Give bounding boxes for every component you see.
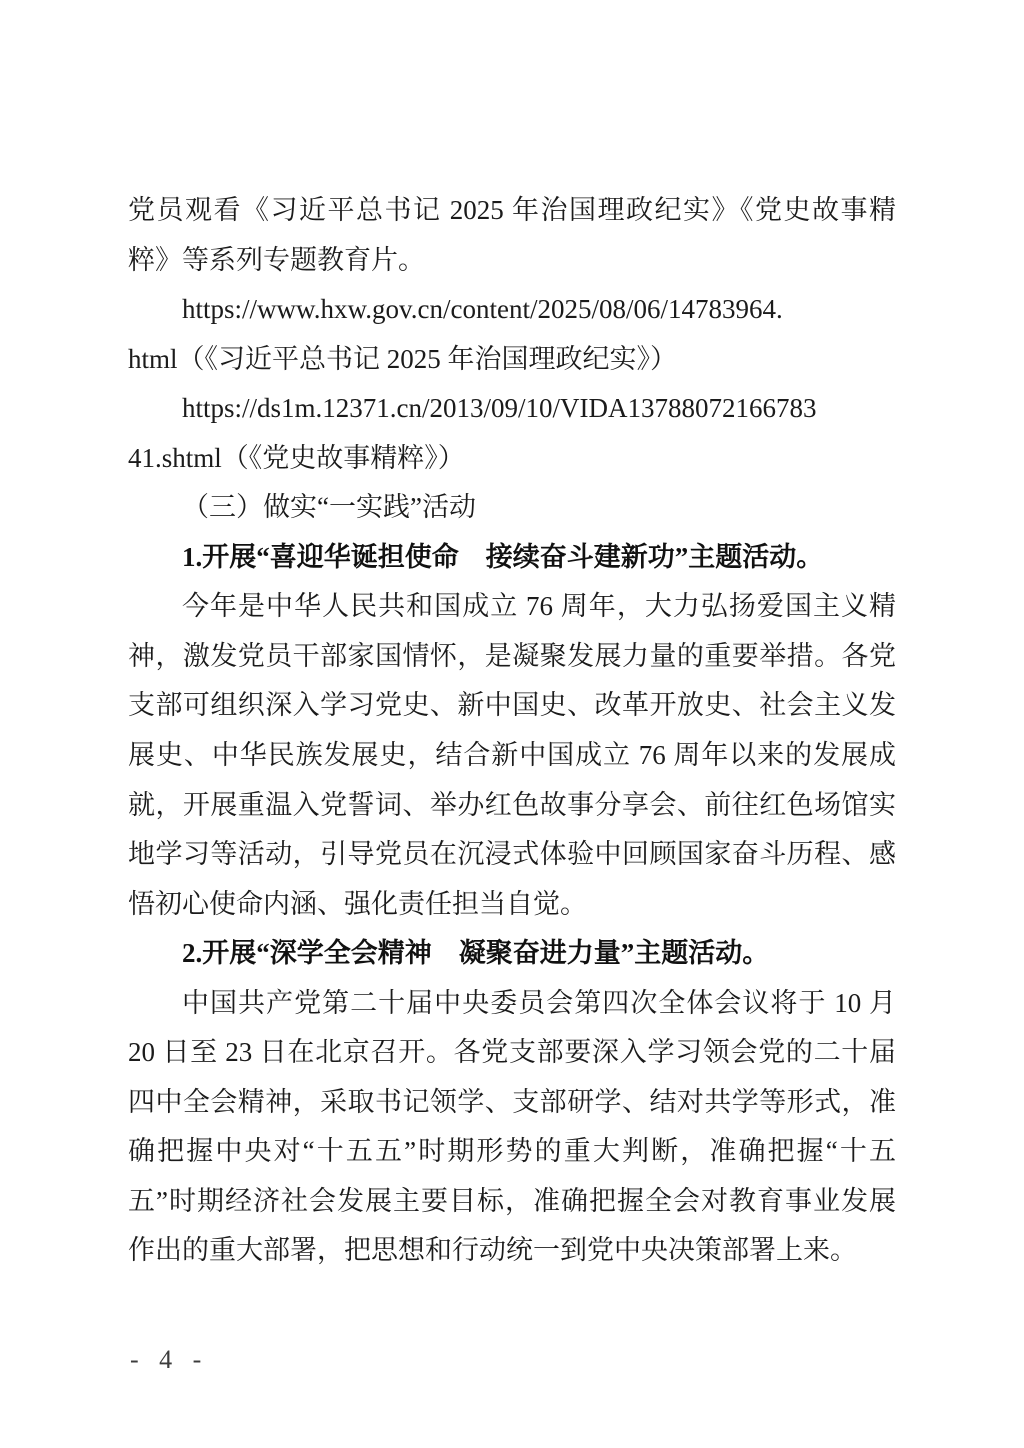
text-line: 就，开展重温入党誓词、举办红色故事分享会、前往红色场馆实 — [128, 789, 896, 820]
text-line: 确把握中央对“十五五”时期形势的重大判断，准确把握“十五 — [128, 1136, 896, 1167]
text-line: 作出的重大部署，把思想和行动统一到党中央决策部署上来。 — [128, 1235, 857, 1266]
text-line: 神，激发党员干部家国情怀，是凝聚发展力量的重要举措。各党 — [128, 640, 896, 671]
text-line: 五”时期经济社会发展主要目标，准确把握全会对教育事业发展 — [128, 1185, 896, 1216]
url-text-line: 41.shtml（《党史故事精粹》） — [128, 442, 465, 473]
body-paragraph — [128, 186, 896, 285]
text-line: 地学习等活动，引导党员在沉浸式体验中回顾国家奋斗历程、感 — [128, 839, 896, 870]
text-line: 悟初心使命内涵、强化责任担当自觉。 — [128, 888, 587, 919]
text-line: 粹》等系列专题教育片。 — [128, 244, 425, 275]
body-paragraph — [128, 582, 896, 929]
text-line: （三）做实“一实践”活动 — [182, 492, 476, 523]
text-line: 1.开展“喜迎华诞担使命 接续奋斗建新功”主题活动。 — [182, 541, 824, 572]
url-text-line: https://www.hxw.gov.cn/content/2025/08/06/14783964. — [182, 294, 783, 325]
url-text-line: https://ds1m.12371.cn/2013/09/10/VIDA13788072166783 — [182, 393, 817, 424]
text-line: 今年是中华人民共和国成立 76 周年，大力弘扬爱国主义精 — [182, 591, 896, 622]
text-line: 20 日至 23 日在北京召开。各党支部要深入学习领会党的二十届 — [128, 1037, 896, 1068]
text-line: 党员观看《习近平总书记 2025 年治国理政纪实》《党史故事精 — [128, 195, 896, 225]
text-line: 中国共产党第二十届中央委员会第四次全体会议将于 10 月 — [182, 987, 896, 1018]
url-text-line: html（《习近平总书记 2025 年治国理政纪实》） — [128, 343, 678, 374]
subheading-paragraph — [128, 483, 896, 533]
text-line: 四中全会精神，采取书记领学、支部研学、结对共学等形式，准 — [128, 1086, 896, 1117]
url-paragraph — [128, 384, 896, 483]
document-body — [128, 186, 896, 1276]
text-line: 2.开展“深学全会精神 凝聚奋进力量”主题活动。 — [182, 938, 770, 969]
page-number: - 4 - — [130, 1345, 209, 1374]
text-line: 展史、中华民族发展史，结合新中国成立 76 周年以来的发展成 — [128, 740, 896, 771]
url-paragraph — [128, 285, 896, 384]
heading-paragraph — [128, 533, 896, 583]
body-paragraph — [128, 979, 896, 1276]
text-line: 支部可组织深入学习党史、新中国史、改革开放史、社会主义发 — [128, 690, 896, 721]
heading-paragraph — [128, 929, 896, 979]
